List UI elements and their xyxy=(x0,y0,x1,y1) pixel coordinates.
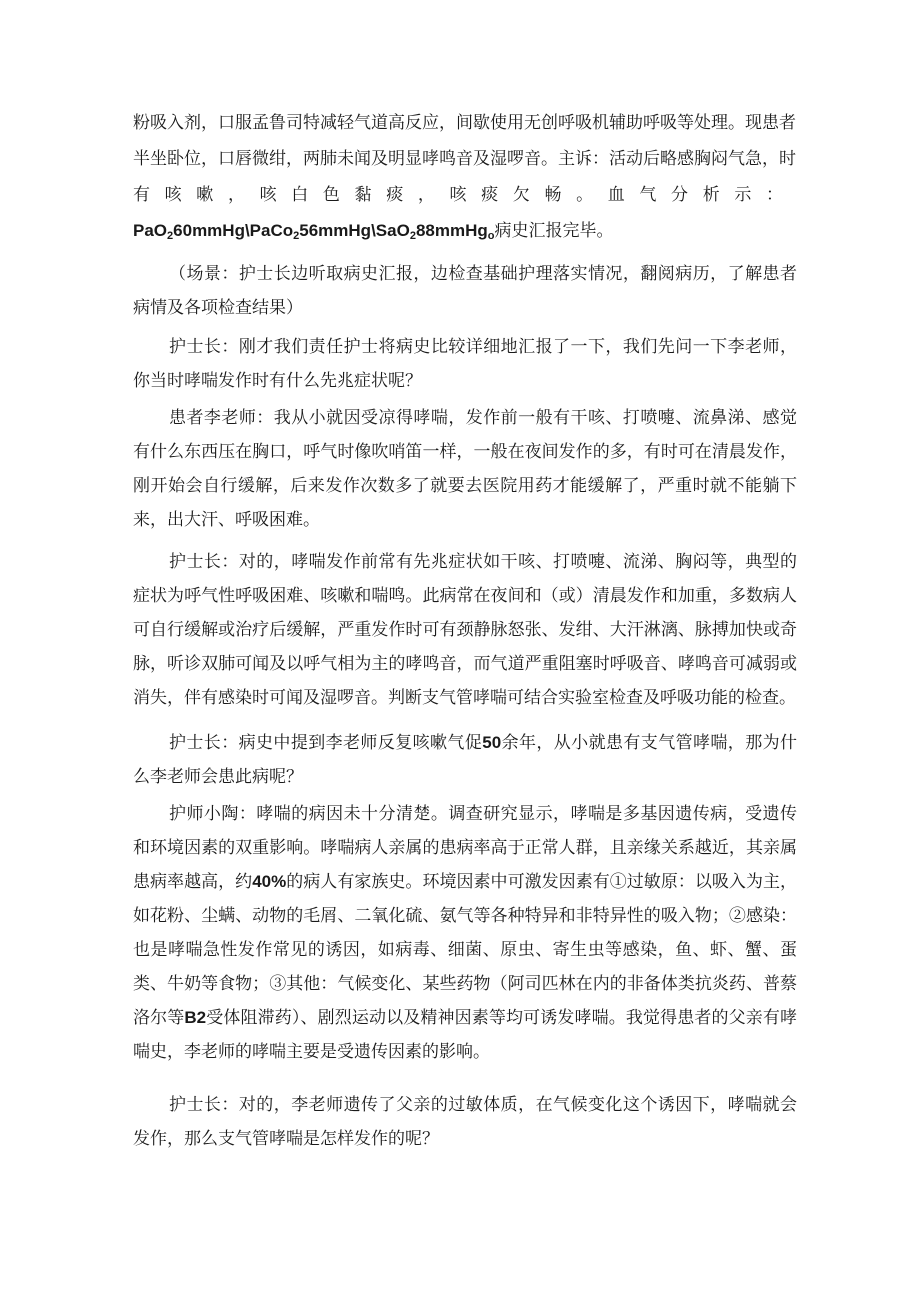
paragraph-head-nurse-3: 护士长：病史中提到李老师反复咳嗽气促50余年，从小就患有支气管哮喘，那为什么李老师会患此病呢？ xyxy=(133,733,798,787)
paragraph-nurse-tao: 护师小陶：哮喘的病因未十分清楚。调查研究显示，哮喘是多基因遗传病，受遗传和环境因素的双重影响。哮喘病人亲属的患病率高于正常人群，且亲缘关系越近，其亲属患病率越高，约40%的病人有家族史。环境因素中可激发因素有①过敏原：以吸入为主，如花粉、尘螨、动物的毛屑、二氧化硫、氨气等各种特异和非特异性的吸入物；②感染：也是哮喘急性发作常见的诱因，如病毒、细菌、原虫、寄生虫等感染，鱼、虾、蟹、蛋类、牛奶等食物；③其他：气候变化、某些药物（阿司匹林在内的非备体类抗炎药、普蔡洛尔等B2受体阻滞药）、剧烈运动以及精神因素等均可诱发哮喘。我觉得患者的父亲有哮喘史，李老师的哮喘主要是受遗传因素的影响。 xyxy=(133,804,798,1062)
paragraph-blood-gas: PaO$_2$60mmHg\PaCo$_2$56mmHg\SaO$_2$88mmHg$_o$病史汇报完毕。 xyxy=(133,221,614,242)
paragraph-head-nurse-2: 护士长：对的，哮喘发作前常有先兆症状如干咳、打喷嚏、流涕、胸闷等，典型的症状为呼气性呼吸困难、咳嗽和喘鸣。此病常在夜间和（或）清晨发作和加重，多数病人可自行缓解或治疗后缓解，严重发作时可有颈静脉怒张、发绀、大汗淋漓、脉搏加快或奇脉，听诊双肺可闻及以呼气相为主的哮鸣音，而气道严重阻塞时呼吸音、哮鸣音可减弱或消失，伴有感染时可闻及湿啰音。判断支气管哮喘可结合实验室检查及呼吸功能的检查。 xyxy=(133,552,797,708)
paragraph-head-nurse-4: 护士长：对的，李老师遗传了父亲的过敏体质，在气候变化这个诱因下，哮喘就会发作，那么支气管哮喘是怎样发作的呢？ xyxy=(133,1095,797,1149)
paragraph-history-line2: 半坐卧位，口唇微绀，两肺未闻及明显哮鸣音及湿啰音。主诉：活动后略感胸闷气急，时 xyxy=(133,149,796,169)
paragraph-patient: 患者李老师：我从小就因受凉得哮喘，发作前一般有干咳、打喷嚏、流鼻涕、感觉有什么东西压在胸口，呼气时像吹哨笛一样，一般在夜间发作的多，有时可在清晨发作，刚开始会自行缓解，后来发作次数多了就要去医院用药才能缓解了，严重时就不能躺下来，出大汗、呼吸困难。 xyxy=(133,408,797,530)
paragraph-history-line3: 有咳嗽，咳白色黏痰，咳痰欠畅。血气分析示： xyxy=(133,185,797,205)
paragraph-head-nurse-1: 护士长：刚才我们责任护士将病史比较详细地汇报了一下，我们先问一下李老师，你当时哮喘发作时有什么先兆症状呢？ xyxy=(133,337,797,391)
paragraph-history-line1: 粉吸入剂，口服孟鲁司特减轻气道高反应，间歇使用无创呼吸机辅助呼吸等处理。现患者 xyxy=(133,113,796,133)
paragraph-scene: （场景：护士长边听取病史汇报，边检查基础护理落实情况，翻阅病历，了解患者病情及各项检查结果） xyxy=(133,264,797,318)
